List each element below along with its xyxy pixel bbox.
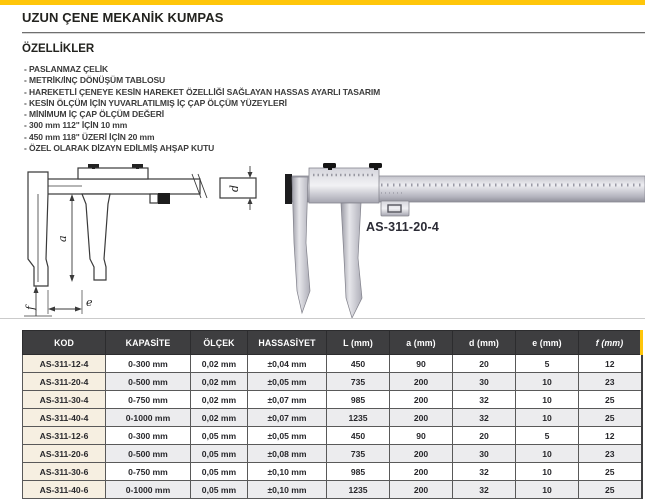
column-header: ÖLÇEK <box>191 331 248 355</box>
table-cell: 0-1000 mm <box>106 409 191 427</box>
table-cell: 10 <box>516 445 579 463</box>
table-cell: 450 <box>327 427 390 445</box>
table-cell: 30 <box>453 373 516 391</box>
dim-label-f: f <box>24 305 37 310</box>
features-heading: ÖZELLİKLER <box>22 43 95 55</box>
photo-end-cap <box>285 174 292 204</box>
table-cell: 10 <box>516 463 579 481</box>
table-cell: 0-300 mm <box>106 355 191 373</box>
table-cell: 1235 <box>327 481 390 499</box>
drawing-beam <box>40 179 200 194</box>
table-cell: ±0,10 mm <box>248 481 327 499</box>
table-cell: ±0,10 mm <box>248 463 327 481</box>
photo-fixed-jaw <box>292 177 310 313</box>
table-cell: 0,05 mm <box>191 445 248 463</box>
table-cell: 200 <box>390 445 453 463</box>
column-header: e (mm) <box>516 331 579 355</box>
table-cell: 10 <box>516 373 579 391</box>
table-cell: 25 <box>579 409 642 427</box>
table-cell: ±0,07 mm <box>248 391 327 409</box>
product-code-cell: AS-311-12-6 <box>23 427 106 445</box>
table-cell: ±0,08 mm <box>248 445 327 463</box>
table-cell: 0,05 mm <box>191 481 248 499</box>
table-cell: 0,05 mm <box>191 427 248 445</box>
table-cell: 25 <box>579 391 642 409</box>
table-cell: 32 <box>453 463 516 481</box>
product-code-cell: AS-311-30-6 <box>23 463 106 481</box>
dim-label-a: a <box>56 235 69 242</box>
table-cell: 200 <box>390 391 453 409</box>
table-row <box>23 355 642 373</box>
table-cell: ±0,05 mm <box>248 373 327 391</box>
table-cell: 985 <box>327 391 390 409</box>
table-cell: 200 <box>390 373 453 391</box>
spec-table <box>22 330 643 499</box>
dim-label-e: e <box>86 296 93 309</box>
table-cell: 12 <box>579 427 642 445</box>
column-header: KAPASİTE <box>106 331 191 355</box>
table-cell: 32 <box>453 409 516 427</box>
feature-item: - ÖZEL OLARAK DİZAYN EDİLMİŞ AHŞAP KUTU <box>24 143 215 154</box>
product-code-cell: AS-311-40-4 <box>23 409 106 427</box>
caliper-photo <box>285 163 645 320</box>
column-header: KOD <box>23 331 106 355</box>
table-cell: 0,05 mm <box>191 463 248 481</box>
table-cell: 25 <box>579 463 642 481</box>
product-code-cell: AS-311-40-6 <box>23 481 106 499</box>
table-cell: 735 <box>327 445 390 463</box>
feature-item: - PASLANMAZ ÇELİK <box>24 64 109 74</box>
table-cell: 90 <box>390 427 453 445</box>
feature-item: - METRİK/İNÇ DÖNÜŞÜM TABLOSU <box>24 75 166 86</box>
table-cell: 0-300 mm <box>106 427 191 445</box>
column-header: a (mm) <box>390 331 453 355</box>
table-cell: 0-500 mm <box>106 373 191 391</box>
table-cell: 20 <box>453 355 516 373</box>
table-cell: 5 <box>516 355 579 373</box>
feature-item: - 450 mm 118" ÜZERİ İÇİN 20 mm <box>24 131 155 142</box>
table-cell: 1235 <box>327 409 390 427</box>
product-code-cell: AS-311-20-6 <box>23 445 106 463</box>
photo-slider <box>309 168 379 203</box>
table-cell: 12 <box>579 355 642 373</box>
table-cell: 32 <box>453 481 516 499</box>
column-header: HASSASİYET <box>248 331 327 355</box>
product-code-label: AS-311-20-4 <box>366 220 440 234</box>
feature-item: - 300 mm 112" İÇİN 10 mm <box>24 120 128 131</box>
table-cell: 0,02 mm <box>191 409 248 427</box>
table-cell: 10 <box>516 481 579 499</box>
table-cell: 20 <box>453 427 516 445</box>
table-cell: 90 <box>390 355 453 373</box>
feature-item: - MİNİMUM İÇ ÇAP ÖLÇÜM DEĞERİ <box>24 109 165 120</box>
product-code-cell: AS-311-20-4 <box>23 373 106 391</box>
table-cell: 32 <box>453 391 516 409</box>
column-header: L (mm) <box>327 331 390 355</box>
table-row <box>23 481 642 499</box>
table-cell: 10 <box>516 391 579 409</box>
table-cell: 30 <box>453 445 516 463</box>
column-header: f (mm) <box>579 331 642 355</box>
photo-movable-jaw <box>341 203 362 318</box>
feature-item: - HAREKETLİ ÇENEYE KESİN HAREKET ÖZELLİĞİ SAĞLAYAN HASSAS AYARLI TASARIM <box>24 86 381 97</box>
product-code-cell: AS-311-30-4 <box>23 391 106 409</box>
table-row <box>23 463 642 481</box>
table-cell: 200 <box>390 463 453 481</box>
table-cell: 200 <box>390 409 453 427</box>
feature-item: - KESİN ÖLÇÜM İÇİN YUVARLATILMIŞ İÇ ÇAP ÖLÇÜM YÜZEYLERİ <box>24 97 287 108</box>
table-cell: 985 <box>327 463 390 481</box>
column-header: d (mm) <box>453 331 516 355</box>
table-cell: ±0,04 mm <box>248 355 327 373</box>
table-row <box>23 391 642 409</box>
accent-top-bar <box>0 0 645 5</box>
table-cell: 0,02 mm <box>191 391 248 409</box>
table-cell: 0,02 mm <box>191 373 248 391</box>
table-cell: 200 <box>390 481 453 499</box>
features-list <box>24 64 380 154</box>
spec-table-body <box>23 355 642 499</box>
table-cell: 25 <box>579 481 642 499</box>
table-row <box>23 409 642 427</box>
table-cell: 0-500 mm <box>106 445 191 463</box>
product-code-cell: AS-311-12-4 <box>23 355 106 373</box>
table-cell: ±0,05 mm <box>248 427 327 445</box>
table-row <box>23 445 642 463</box>
table-row <box>23 427 642 445</box>
spec-table-head <box>23 331 642 355</box>
title-divider <box>22 32 645 34</box>
table-cell: 735 <box>327 373 390 391</box>
page-title: UZUN ÇENE MEKANİK KUMPAS <box>22 10 224 25</box>
table-top-divider <box>0 318 645 319</box>
table-cell: 10 <box>516 409 579 427</box>
caliper-technical-drawing <box>22 164 294 326</box>
table-cell: ±0,07 mm <box>248 409 327 427</box>
table-cell: 0-750 mm <box>106 391 191 409</box>
dim-label-d: d <box>228 184 241 192</box>
header-row <box>23 331 642 355</box>
table-cell: 0-1000 mm <box>106 481 191 499</box>
table-cell: 23 <box>579 373 642 391</box>
table-cell: 23 <box>579 445 642 463</box>
table-cell: 0,02 mm <box>191 355 248 373</box>
table-cell: 0-750 mm <box>106 463 191 481</box>
table-cell: 5 <box>516 427 579 445</box>
table-cell: 450 <box>327 355 390 373</box>
table-row <box>23 373 642 391</box>
